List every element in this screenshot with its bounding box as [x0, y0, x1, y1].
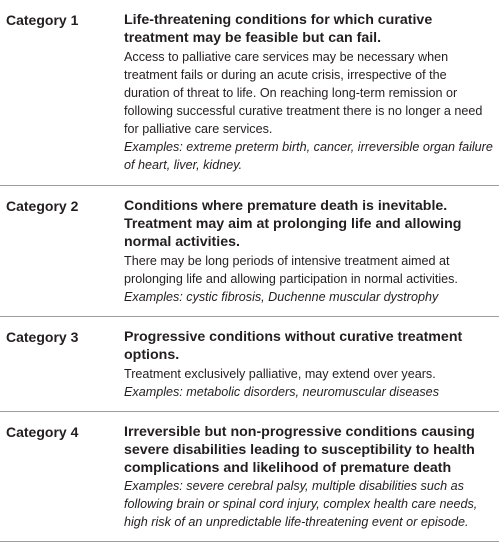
table-row-category-1 [0, 0, 499, 186]
category-heading: Irreversible but non-progressive conditions causing severe disabilities leading to susceptibility to health complications and likelihood of premature death [124, 424, 475, 476]
table-row-category-4 [0, 412, 499, 542]
category-content [124, 197, 493, 306]
category-label: Category 1 [6, 12, 79, 28]
category-label: Category 4 [6, 424, 79, 440]
table-row-category-2 [0, 186, 499, 317]
category-description: There may be long periods of intensive treatment aimed at prolonging life and allowing participation in normal activities. [124, 254, 458, 286]
category-label: Category 3 [6, 329, 79, 345]
category-heading: Conditions where premature death is inevitable. Treatment may aim at prolonging life and allowing normal activities. [124, 198, 462, 250]
category-content [124, 423, 493, 531]
category-label: Category 2 [6, 198, 79, 214]
category-examples: Examples: cystic fibrosis, Duchenne muscular dystrophy [124, 290, 439, 304]
category-description: Access to palliative care services may be necessary when treatment fails or during an acute crisis, irrespective of the duration of threat to life. On reaching long-term remission or following successful curative treatment there is no longer a need for palliative care services. [124, 50, 483, 136]
category-examples: Examples: extreme preterm birth, cancer, irreversible organ failure of heart, liver, kidney. [124, 140, 493, 172]
category-content [124, 328, 493, 401]
table-row-category-3 [0, 317, 499, 412]
category-content [124, 11, 493, 174]
category-examples: Examples: severe cerebral palsy, multiple disabilities such as following brain or spinal cord injury, complex health care needs, high risk of an unpredictable life-threatening event or episode. [124, 479, 478, 529]
category-examples: Examples: metabolic disorders, neuromuscular diseases [124, 385, 439, 399]
category-description: Treatment exclusively palliative, may extend over years. [124, 367, 436, 381]
category-heading: Progressive conditions without curative treatment options. [124, 329, 463, 363]
category-heading: Life-threatening conditions for which curative treatment may be feasible but can fail. [124, 12, 433, 46]
